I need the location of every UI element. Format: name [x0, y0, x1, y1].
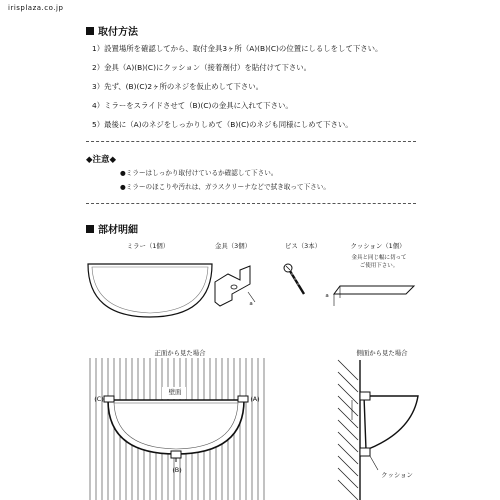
cushion-note-2: ご使用下さい。 — [359, 263, 399, 269]
side-view-drawing — [330, 360, 450, 500]
note-2: ●ミラーのほこりや汚れは、ガラスクリーナなどで拭き取って下さい。 — [120, 183, 330, 191]
install-step-4: 4）ミラーをスライドさせて（B)(C)の金具に入れて下さい。 — [92, 101, 293, 110]
screw-label: ビス（3本） — [284, 242, 322, 250]
parts-title-text: 部材明細 — [98, 225, 138, 236]
notes-title: ◆注意◆ — [86, 155, 117, 165]
parts-title — [86, 221, 138, 236]
bracket-tag: a — [249, 301, 253, 307]
screw-part-drawing — [282, 262, 312, 302]
site-url: irisplaza.co.jp — [8, 4, 64, 12]
mirror-part-drawing — [86, 262, 216, 322]
install-step-2: 2）金具（A)(B)(C)にクッション（接着剤付）を貼付けて下さい。 — [92, 63, 312, 72]
bracket-label: 金具（3個） — [214, 242, 252, 250]
install-title-text: 取付方法 — [98, 27, 138, 38]
side-cushion-label: クッション — [381, 471, 413, 479]
cushion-label: クッション（1個） — [350, 242, 406, 250]
cushion-note-1: 金具と同じ幅に切って — [351, 255, 407, 261]
cushion-tag: a — [325, 293, 329, 299]
note-1: ●ミラーはしっかり取付けているか確認して下さい。 — [120, 169, 278, 177]
install-step-3: 3）先ず、(B)(C)2ヶ所のネジを仮止めして下さい。 — [92, 82, 264, 91]
divider — [86, 203, 416, 204]
wall-label: 壁面 — [168, 388, 182, 396]
cushion-part-drawing — [330, 272, 420, 312]
install-title — [86, 23, 138, 38]
front-view-title: 正面から見た場合 — [154, 349, 206, 357]
label-b: (B) — [172, 466, 182, 474]
mirror-label: ミラー（1個） — [126, 242, 170, 250]
side-view-title: 側面から見た場合 — [356, 349, 408, 357]
square-bullet-icon — [86, 27, 94, 35]
label-c: (C) — [94, 395, 104, 403]
front-view-drawing — [86, 358, 266, 500]
install-step-5: 5）最後に（A)のネジをしっかりしめて（B)(C)のネジも同様にしめて下さい。 — [92, 120, 353, 129]
square-bullet-icon — [86, 225, 94, 233]
label-a: (A) — [250, 395, 260, 403]
install-step-1: 1）設置場所を確認してから、取付金具3ヶ所（A)(B)(C)の位置にしるしをして下さい。 — [92, 44, 383, 53]
divider — [86, 141, 416, 142]
